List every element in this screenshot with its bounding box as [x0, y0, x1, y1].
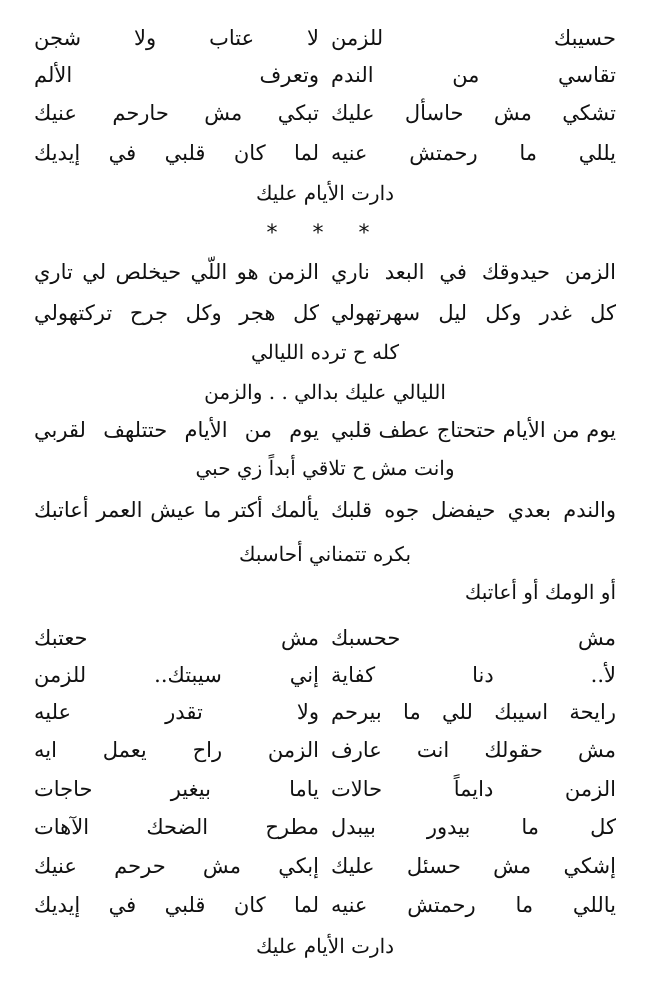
- verse-line: [34, 414, 616, 446]
- centered-line: وانت مش ح تلاقي أبداً زي حبي: [195, 456, 455, 480]
- verse-first-half: رايحة اسيبك للي ما بيرحم: [331, 700, 616, 724]
- verse-second-half: ولا تقدر عليه: [34, 700, 319, 724]
- verse-line: [34, 773, 616, 805]
- verse-second-half: مطرح الضحك الآهات: [34, 815, 319, 839]
- verse-first-half: الزمن دايماً حالات: [331, 777, 616, 801]
- stanza-separator: * * *: [266, 221, 384, 246]
- verse-first-half: تشكي مش حاسأل عليك: [331, 101, 616, 125]
- verse-line: [34, 59, 616, 91]
- verse-line: [34, 494, 616, 526]
- single-line: أو الومك أو أعاتبك: [464, 580, 616, 604]
- refrain: دارت الأيام عليك: [255, 181, 395, 205]
- verse-second-half: ياما بيغير حاجات: [34, 777, 319, 801]
- verse-first-half: إشكي مش حسئل عليك: [331, 854, 616, 878]
- verse-second-half: تبكي مش حارحم عنيك: [34, 101, 319, 125]
- verse-second-half: لما كان قلبي في إيديك: [34, 893, 319, 917]
- verse-second-half: يألمك أكتر ما عيش العمر أعاتبك: [34, 498, 319, 522]
- verse-line: [34, 256, 616, 288]
- verse-second-half: يوم من الأيام حتتلهف لقربي: [34, 418, 319, 442]
- centered-line: كله ح ترده الليالي: [251, 340, 399, 364]
- verse-second-half: الزمن هو اللّي حيخلص لي تاري: [34, 260, 319, 284]
- verse-line: [34, 889, 616, 921]
- verse-line: [34, 734, 616, 766]
- verse-second-half: إبكي مش حرحم عنيك: [34, 854, 319, 878]
- verse-line: [34, 297, 616, 329]
- centered-line: بكره تتمناني أحاسبك: [238, 542, 412, 566]
- verse-first-half: يللي ما رحمتش عنيه: [331, 141, 616, 165]
- verse-line: [34, 622, 616, 654]
- verse-line: [34, 811, 616, 843]
- verse-second-half: الزمن راح يعمل ايه: [34, 738, 319, 762]
- verse-first-half: يوم من الأيام حتحتاج عطف قلبي: [331, 418, 616, 442]
- centered-line: الليالي عليك بدالي . . والزمن: [204, 380, 446, 404]
- verse-second-half: مش حعتبك: [34, 626, 319, 650]
- verse-second-half: وتعرف الألم: [34, 63, 319, 87]
- verse-first-half: مش حقولك انت عارف: [331, 738, 616, 762]
- verse-line: [34, 97, 616, 129]
- verse-first-half: لأ.. دنا كفاية: [331, 663, 616, 687]
- verse-line: [34, 22, 616, 54]
- verse-first-half: والندم بعدي حيفضل جوه قلبك: [331, 498, 616, 522]
- refrain: دارت الأيام عليك: [255, 934, 395, 958]
- verse-first-half: تقاسي من الندم: [331, 63, 616, 87]
- verse-line: [34, 659, 616, 691]
- verse-line: [34, 137, 616, 169]
- verse-first-half: كل غدر وكل ليل سهرتهولي: [331, 301, 616, 325]
- verse-line: [34, 850, 616, 882]
- verse-first-half: ياللي ما رحمتش عنيه: [331, 893, 616, 917]
- verse-second-half: لما كان قلبي في إيديك: [34, 141, 319, 165]
- verse-second-half: لا عتاب ولا شجن: [34, 26, 319, 50]
- verse-first-half: الزمن حيدوقك في البعد ناري: [331, 260, 616, 284]
- verse-second-half: كل هجر وكل جرح تركتهولي: [34, 301, 319, 325]
- verse-second-half: إني سيبتك.. للزمن: [34, 663, 319, 687]
- verse-first-half: مش ححسبك: [331, 626, 616, 650]
- verse-line: [34, 696, 616, 728]
- verse-first-half: كل ما بيدور بيبدل: [331, 815, 616, 839]
- verse-first-half: حسيبك للزمن: [331, 26, 616, 50]
